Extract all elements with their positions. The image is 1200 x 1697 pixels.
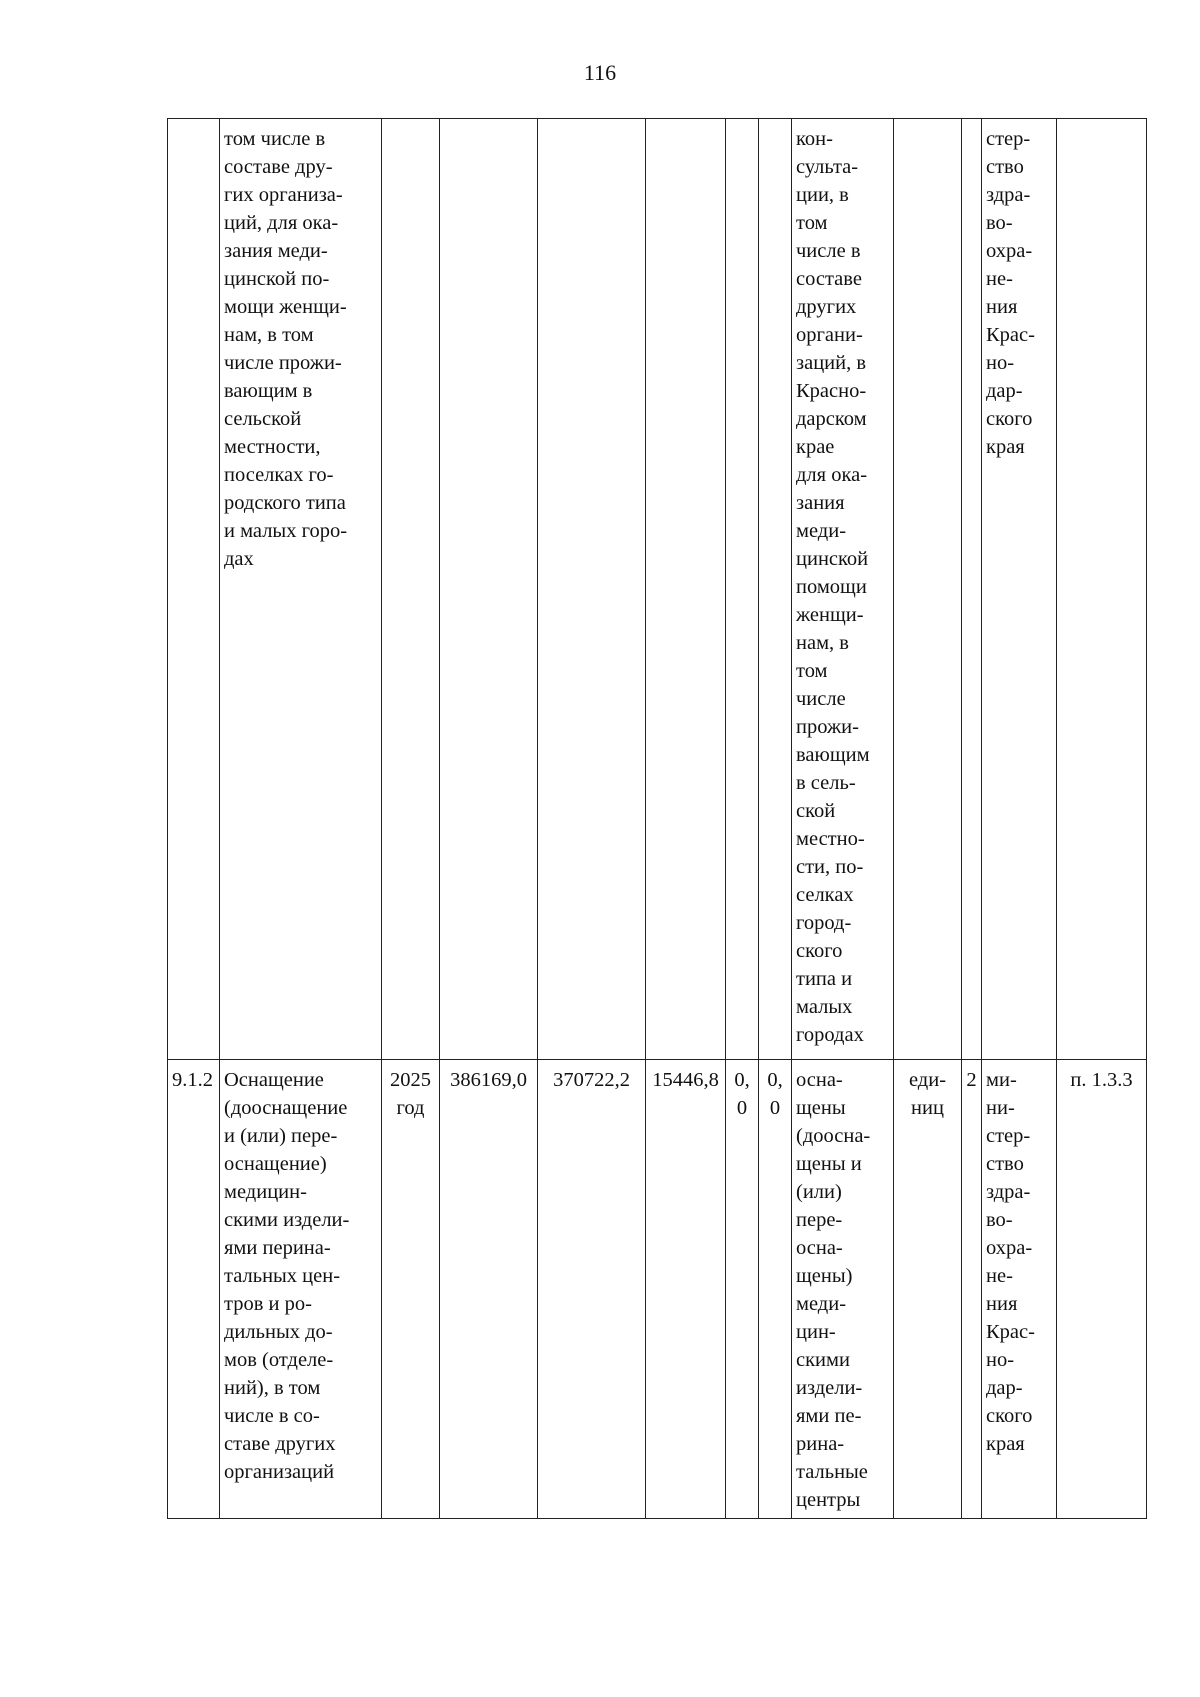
page-number: 116: [583, 60, 617, 85]
cell-reference: [1057, 119, 1147, 1060]
cell-unit: еди- ниц: [894, 1060, 962, 1519]
cell-executor: ми- ни- стер- ство здра- во- охра- не- ния Крас- но- дар- ского края: [982, 1060, 1057, 1519]
cell-year: [382, 119, 440, 1060]
cell-municipal-funding: [726, 119, 759, 1060]
cell-federal-funding: [538, 119, 646, 1060]
cell-total-funding: [440, 119, 538, 1060]
cell-year: 2025 год: [382, 1060, 440, 1519]
measures-table: [167, 118, 1147, 1519]
cell-unit: [894, 119, 962, 1060]
cell-result: кон- сульта- ции, в том числе в составе других органи- заций, в Красно- дарском крае для ока- зания меди- цинской помощи женщи- нам, в том числе прожи- вающим в сель- ской местно- сти, по- селках город- ского типа и малых городах: [792, 119, 894, 1060]
cell-measure-name: том числе в составе дру- гих организа- ций, для ока- зания меди- цинской по- мощи женщи- нам, в том числе прожи- вающим в сельской местности, поселках го- родского типа и малых горо- дах: [220, 119, 382, 1060]
cell-federal-funding: 370722,2: [538, 1060, 646, 1519]
cell-other-funding: 0,0: [759, 1060, 792, 1519]
cell-measure-name: Оснащение (дооснащение и (или) пере- оснащение) медицин- скими издели- ями перина- тальных цен- тров и ро- дильных до- мов (отделе- ний), в том числе в со- ставе других организаций: [220, 1060, 382, 1519]
table-row: [168, 1060, 1147, 1519]
cell-executor: стер- ство здра- во- охра- не- ния Крас- но- дар- ского края: [982, 119, 1057, 1060]
cell-reference: п. 1.3.3: [1057, 1060, 1147, 1519]
cell-quantity: [962, 119, 982, 1060]
cell-total-funding: 386169,0: [440, 1060, 538, 1519]
cell-regional-funding: [646, 119, 726, 1060]
cell-municipal-funding: 0,0: [726, 1060, 759, 1519]
cell-number: [168, 119, 220, 1060]
table-row: [168, 119, 1147, 1060]
cell-quantity: 2: [962, 1060, 982, 1519]
cell-number: 9.1.2: [168, 1060, 220, 1519]
cell-result: осна- щены (доосна- щены и (или) пере- осна- щены) меди- цин- скими издели- ями пе- рина- тальные центры: [792, 1060, 894, 1519]
cell-other-funding: [759, 119, 792, 1060]
cell-regional-funding: 15446,8: [646, 1060, 726, 1519]
